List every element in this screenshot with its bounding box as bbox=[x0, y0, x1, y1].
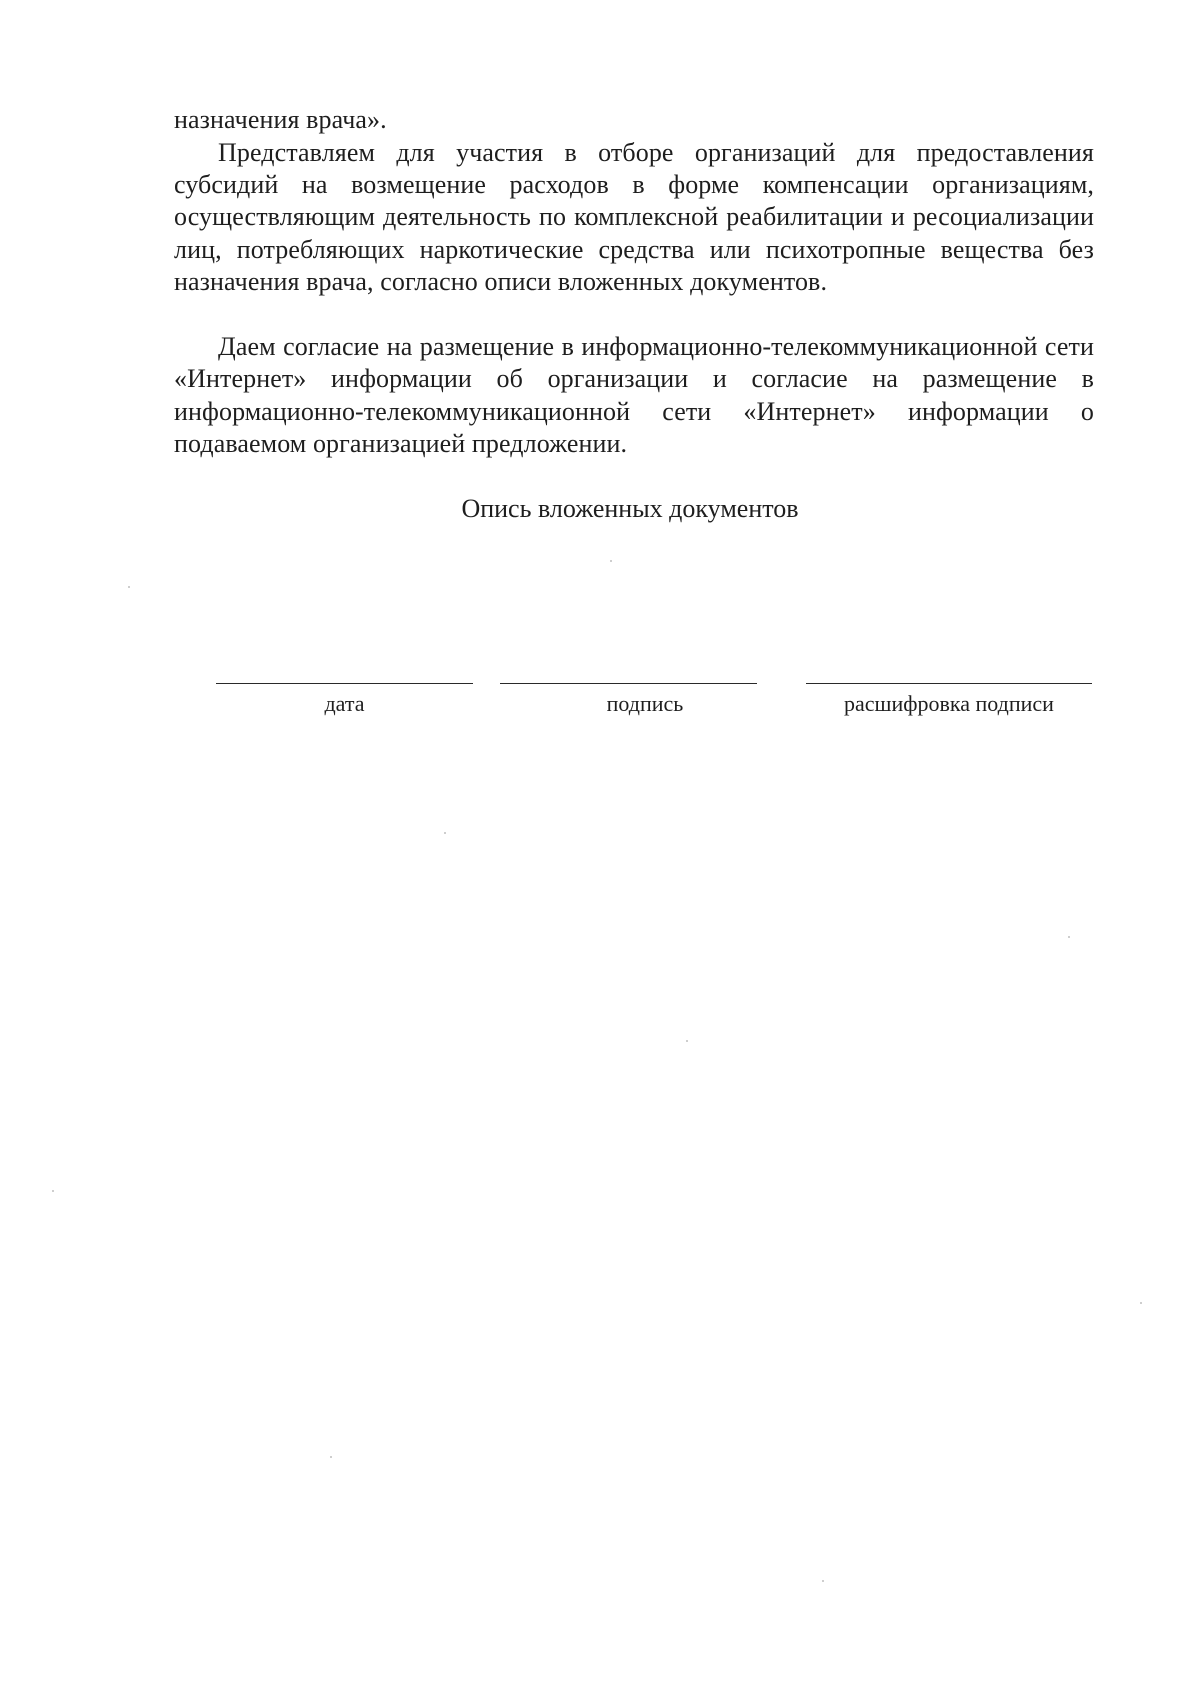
scan-speck bbox=[686, 1040, 688, 1042]
consent-paragraph: Даем согласие на размещение в информационно-телекоммуникационной сети «Интернет» информации об организации и согласие на размещение в информационно-телекоммуникационной сети «Интернет» информации о подаваемом организацией предложении. bbox=[174, 332, 1094, 459]
continuation-line: назначения врача». bbox=[174, 105, 387, 134]
signature-line bbox=[500, 683, 757, 684]
scan-speck bbox=[444, 832, 446, 834]
scan-speck bbox=[128, 586, 130, 588]
date-label: дата bbox=[324, 691, 365, 716]
scan-speck bbox=[822, 1580, 824, 1582]
scan-speck bbox=[1140, 1302, 1142, 1304]
scan-speck bbox=[1068, 936, 1070, 938]
signature-label: подпись bbox=[606, 691, 684, 716]
application-paragraph: Представляем для участия в отборе организаций для предоставления субсидий на возмещение расходов в форме компенсации организациям, осуществляющим деятельность по комплексной реабилитации и ресоциализации лиц, потребляющих наркотические средства или психотропные вещества без назначения врача, согласно описи вложенных документов. bbox=[174, 137, 1094, 297]
scan-speck bbox=[610, 560, 612, 562]
date-signature-line bbox=[216, 683, 473, 684]
scan-speck bbox=[52, 1190, 54, 1192]
inventory-heading: Опись вложенных документов bbox=[461, 494, 799, 523]
transcript-signature-line bbox=[806, 683, 1092, 684]
scan-speck bbox=[330, 1456, 332, 1458]
signature-transcript-label: расшифровка подписи bbox=[844, 691, 1054, 716]
